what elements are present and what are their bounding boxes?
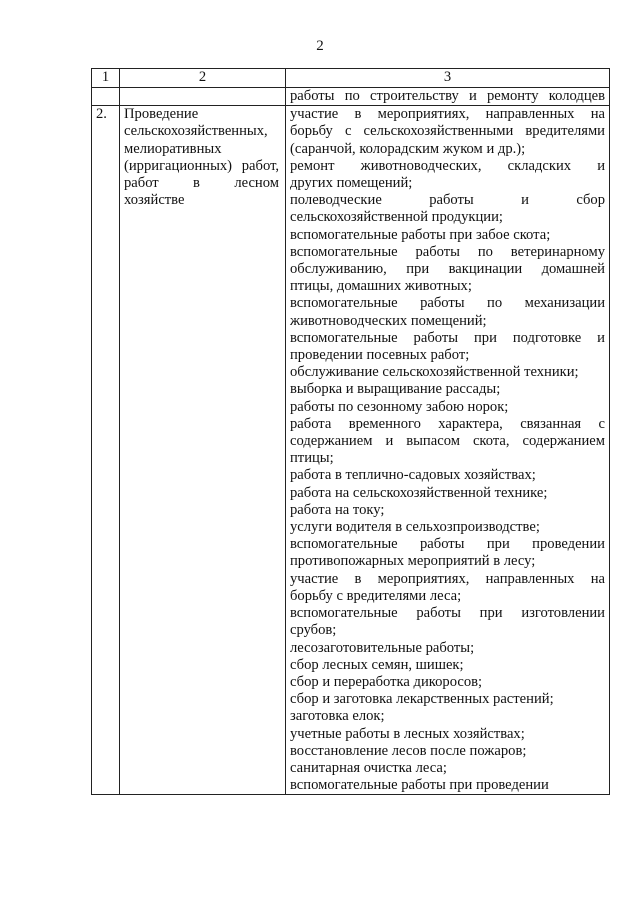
item-line: участие в мероприятиях, направленных на [290, 106, 605, 123]
row-title-line: (ирригационных) работ, [124, 157, 279, 174]
item-line: вспомогательные работы по ветеринарному [290, 243, 605, 260]
row-title-line: хозяйстве [124, 192, 185, 209]
item-line: (саранчой, колорадским жуком и др.); [290, 140, 526, 157]
item-line: борьбу с сельскохозяйственными вредителями [290, 123, 605, 140]
item-line: птицы, домашних животных; [290, 278, 472, 295]
continuation-cell-empty-2 [120, 88, 286, 106]
item-line: учетные работы в лесных хозяйствах; [290, 725, 525, 742]
item-line: работа на току; [290, 501, 385, 518]
item-line: содержанием и выпасом скота, содержанием [290, 433, 605, 450]
row-items [286, 106, 610, 795]
row-title-line: работ в лесном [124, 175, 279, 192]
row-title [120, 106, 286, 795]
item-line: сельскохозяйственной продукции; [290, 209, 503, 226]
continuation-row [92, 88, 610, 106]
item-line: полеводческие работы и сбор [290, 192, 605, 209]
item-line: борьбу с вредителями леса; [290, 587, 462, 604]
item-line: животноводческих помещений; [290, 312, 487, 329]
row-title-line: сельскохозяйственных, [124, 123, 268, 140]
item-line: обслуживание сельскохозяйственной техники; [290, 364, 579, 381]
item-line: вспомогательные работы при подготовке и [290, 329, 605, 346]
item-line: участие в мероприятиях, направленных на [290, 570, 605, 587]
column-header-1: 1 [92, 69, 120, 88]
item-line: лесозаготовительные работы; [290, 639, 475, 656]
item-line: заготовка елок; [290, 708, 385, 725]
item-line: сбор и заготовка лекарственных растений; [290, 691, 554, 708]
row-title-line: Проведение [124, 106, 199, 123]
item-line: работа в теплично-садовых хозяйствах; [290, 467, 536, 484]
row-number: 2. [92, 106, 120, 795]
column-header-3: 3 [286, 69, 610, 88]
item-line: выборка и выращивание рассады; [290, 381, 501, 398]
item-line: других помещений; [290, 175, 413, 192]
row-title-line: мелиоративных [124, 140, 222, 157]
table-header-row [92, 69, 610, 88]
item-line: услуги водителя в сельхозпроизводстве; [290, 519, 540, 536]
item-line: вспомогательные работы при проведении [290, 777, 549, 794]
document-table [91, 68, 610, 795]
item-line: вспомогательные работы при забое скота; [290, 226, 551, 243]
item-line: вспомогательные работы по механизации [290, 295, 605, 312]
item-line: вспомогательные работы при проведении [290, 536, 605, 553]
item-line: проведении посевных работ; [290, 347, 470, 364]
item-line: птицы; [290, 450, 334, 467]
item-line: обслуживанию, при вакцинации домашней [290, 261, 605, 278]
item-line: сбор и переработка дикоросов; [290, 673, 483, 690]
item-line: восстановление лесов после пожаров; [290, 742, 527, 759]
item-line: срубов; [290, 622, 337, 639]
item-line: санитарная очистка леса; [290, 759, 447, 776]
item-line: работы по сезонному забою норок; [290, 398, 509, 415]
item-line: работа временного характера, связанная с [290, 415, 605, 432]
item-line: работа на сельскохозяйственной технике; [290, 484, 548, 501]
continuation-text: работы по строительству и ремонту колодцев [286, 88, 610, 106]
item-line: сбор лесных семян, шишек; [290, 656, 464, 673]
page-number: 2 [316, 38, 324, 54]
table-row [92, 106, 610, 795]
continuation-cell-empty-1 [92, 88, 120, 106]
item-line: противопожарных мероприятий в лесу; [290, 553, 536, 570]
item-line: вспомогательные работы при изготовлении [290, 605, 605, 622]
column-header-2: 2 [120, 69, 286, 88]
item-line: ремонт животноводческих, складских и [290, 157, 605, 174]
